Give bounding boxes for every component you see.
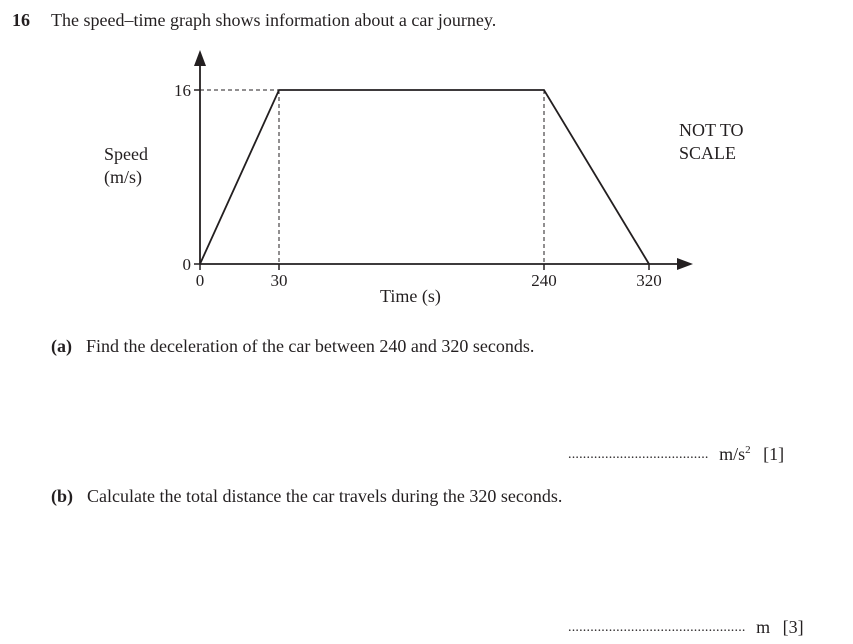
graph-series bbox=[200, 90, 649, 264]
part-a-unit: $m/s^2$ bbox=[719, 444, 751, 464]
x-tick-label-320: 320 bbox=[636, 271, 662, 290]
part-b bbox=[51, 486, 562, 507]
part-a-label: (a) bbox=[51, 336, 72, 356]
part-a-unit-sup: 2 bbox=[745, 444, 751, 456]
y-axis-label-line1: Speed bbox=[104, 144, 148, 164]
y-axis-label-line2: (m/s) bbox=[104, 167, 142, 187]
graph-guides bbox=[200, 90, 544, 264]
y-tick-label-16: 16 bbox=[174, 81, 191, 100]
x-tick-label-30: 30 bbox=[270, 271, 288, 290]
part-a-marks: [1] bbox=[763, 444, 785, 464]
x-axis-arrow bbox=[677, 258, 693, 270]
part-a-answer-line[interactable] bbox=[568, 444, 784, 465]
y-tick-label-0: 0 bbox=[182, 255, 191, 274]
part-b-marks: [3] bbox=[782, 617, 804, 637]
note-line2: SCALE bbox=[679, 143, 737, 163]
graph-axes bbox=[194, 50, 693, 270]
graph-ticks bbox=[174, 81, 662, 290]
part-b-label: (b) bbox=[51, 486, 73, 506]
x-tick-label-0: 0 bbox=[195, 271, 205, 290]
y-axis-arrow bbox=[194, 50, 206, 66]
part-a-text: Find the deceleration of the car between 240 and 320 seconds. bbox=[86, 336, 535, 356]
x-tick-label-240: 240 bbox=[531, 271, 557, 290]
part-b-text: Calculate the total distance the car travels during the 320 seconds. bbox=[87, 486, 563, 506]
question-number: 16 bbox=[12, 10, 30, 30]
part-b-answer-line[interactable] bbox=[568, 617, 804, 638]
part-b-answer-dots[interactable]: ................................................ bbox=[568, 620, 746, 635]
series-line bbox=[200, 90, 649, 264]
part-a bbox=[51, 336, 534, 357]
question-text: The speed–time graph shows information about a car journey. bbox=[51, 10, 497, 30]
x-axis-label: Time (s) bbox=[380, 286, 441, 306]
note-line1: NOT TO bbox=[679, 120, 744, 140]
part-a-answer-dots[interactable]: ...................................... bbox=[568, 447, 709, 462]
part-b-unit: m bbox=[756, 617, 771, 637]
